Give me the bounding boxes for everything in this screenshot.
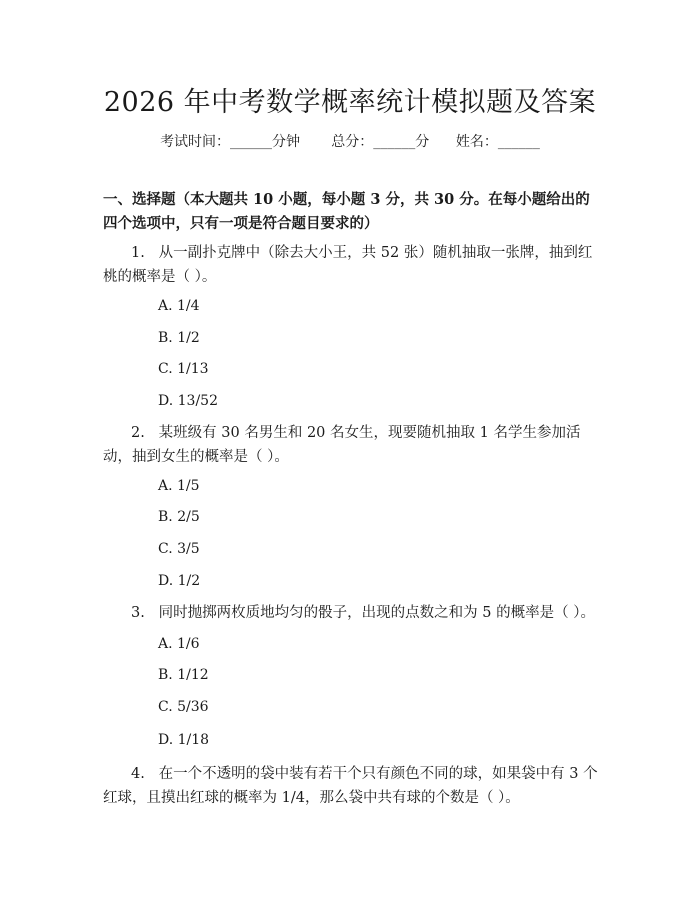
question-number: 4.	[131, 766, 145, 782]
question-text: 同时抛掷两枚质地均匀的骰子，出现的点数之和为 5 的概率是（ ）。	[158, 605, 595, 621]
question-text: 某班级有 30 名男生和 20 名女生，现要随机抽取 1 名学生参加活动，抽到女生的概率是（ ）。	[103, 425, 581, 465]
option-d: D. 1/18	[158, 732, 210, 748]
question-number: 3.	[131, 605, 145, 621]
question-2	[103, 421, 603, 469]
page-title: 2026 年中考数学概率统计模拟题及答案	[103, 87, 597, 118]
option-a: A. 1/6	[158, 636, 200, 652]
option-d: D. 13/52	[158, 393, 218, 409]
exam-meta	[0, 131, 700, 151]
question-number: 1.	[131, 245, 145, 261]
option-c: C. 3/5	[158, 541, 200, 557]
score-field: 总分：______分	[331, 134, 430, 150]
time-field: 考试时间：______分钟	[160, 134, 301, 150]
section-heading: 一、选择题（本大题共 10 小题，每小题 3 分，共 30 分。在每小题给出的四个选项中，只有一项是符合题目要求的）	[103, 191, 590, 232]
option-b: B. 1/2	[158, 330, 200, 346]
question-number: 2.	[131, 425, 145, 441]
question-3	[103, 601, 603, 625]
option-c: C. 5/36	[158, 699, 209, 715]
name-field: 姓名：______	[455, 134, 540, 150]
question-text: 在一个不透明的袋中装有若干个只有颜色不同的球，如果袋中有 3 个红球，且摸出红球的概率为 1/4，那么袋中共有球的个数是（ ）。	[103, 766, 598, 806]
question-4	[103, 762, 603, 810]
option-a: A. 1/5	[158, 478, 200, 494]
option-c: C. 1/13	[158, 361, 209, 377]
option-d: D. 1/2	[158, 573, 201, 589]
question-text: 从一副扑克牌中（除去大小王，共 52 张）随机抽取一张牌，抽到红桃的概率是（ ）。	[103, 245, 593, 285]
question-1	[103, 241, 603, 289]
option-b: B. 1/12	[158, 667, 209, 683]
option-a: A. 1/4	[158, 298, 200, 314]
option-b: B. 2/5	[158, 509, 200, 525]
